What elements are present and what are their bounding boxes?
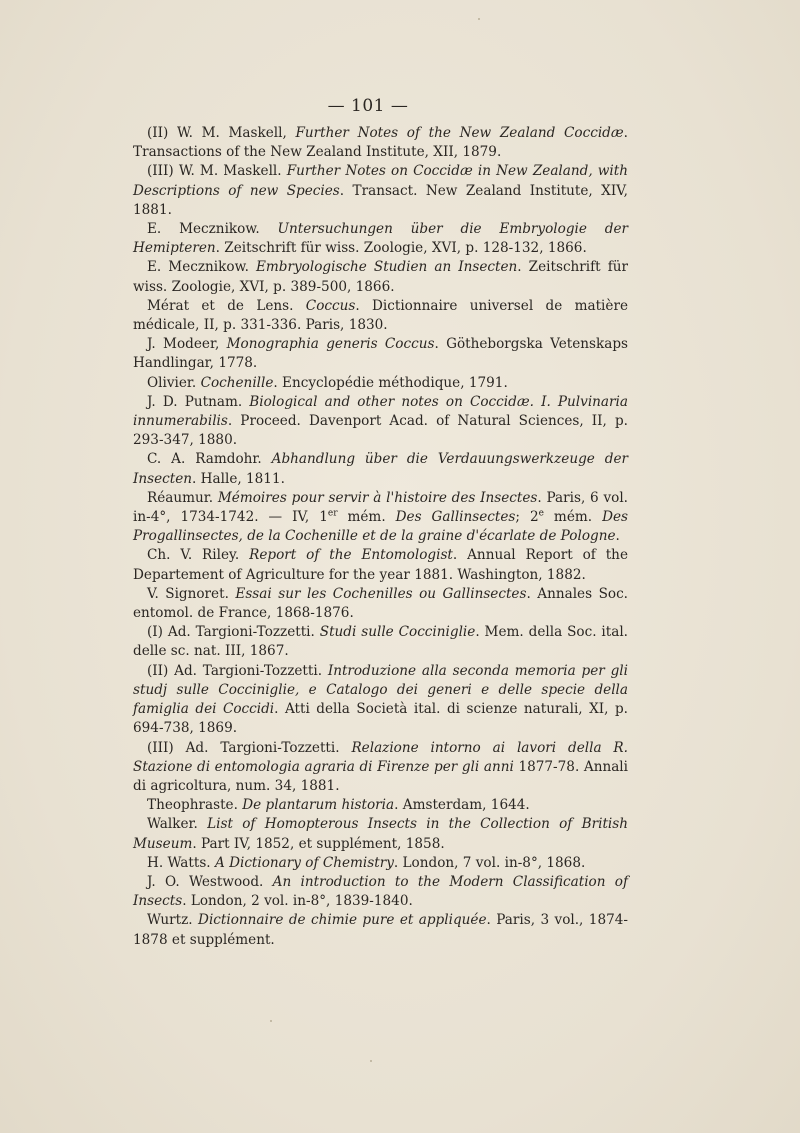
entry-text: (III) Ad. Targioni-Tozzetti. <box>147 739 352 756</box>
entry-text: J. Modeer, <box>147 336 227 353</box>
bibliography-list <box>133 124 628 950</box>
bibliography-entry <box>133 258 628 296</box>
entry-text: 1877-78. Annali di agricoltura, num. 34, 1881. <box>133 758 629 794</box>
entry-title: Des Progallinsectes, de la Cochenille et de la graine d'écarlate de Pologne <box>133 509 628 545</box>
entry-text: . Annales Soc. entomol. de France, 1868-1876. <box>133 585 629 622</box>
entry-text: . Zeitschrift für wiss. Zoologie, XVI, p. 389-500, 1866. <box>133 259 628 295</box>
entry-text: V. Signoret. <box>147 585 236 602</box>
entry-text: E. Mecznikow. <box>147 259 256 276</box>
bibliography-entry <box>133 374 628 393</box>
entry-text: . London, 2 vol. in-8°, 1839-1840. <box>182 893 413 910</box>
bibliography-entry <box>133 796 628 815</box>
paper-speck <box>370 1060 372 1062</box>
entry-text: . Paris, 3 vol., 1874-1878 et supplément. <box>133 912 628 948</box>
entry-text: J. O. Westwood. <box>147 873 273 890</box>
entry-title: Dictionnaire de chimie pure et appliquée <box>198 912 487 929</box>
entry-text: (III) W. M. Maskell. <box>147 163 287 180</box>
entry-superscript: er <box>327 508 338 519</box>
entry-text: Theophraste. <box>147 797 243 814</box>
entry-title: Relazione intorno ai lavori della R. Stazione di entomologia agraria di Firenze per gli anni <box>133 739 628 775</box>
entry-text: . Transact. New Zealand Institute, XIV, 1881. <box>133 182 628 218</box>
entry-text: (II) W. M. Maskell, <box>147 125 296 141</box>
entry-title: Mémoires pour servir à l'histoire des Insectes <box>217 489 538 506</box>
entry-text: . Götheborgska Vetenskaps Handlingar, 1778. <box>133 336 629 372</box>
entry-title: Studi sulle Cocciniglie <box>319 624 476 641</box>
entry-text: . Encyclopédie méthodique, 1791. <box>273 374 508 391</box>
entry-text: . Proceed. Davenport Acad. of Natural Sciences, II, p. 293-347, 1880. <box>133 413 628 449</box>
bibliography-entry <box>133 623 628 661</box>
entry-text: H. Watts. <box>147 854 215 871</box>
entry-title: Cochenille <box>200 374 274 391</box>
entry-text: . Atti della Società ital. di scienze naturali, XI, p. 694-738, 1869. <box>133 701 628 737</box>
entry-text: Olivier. <box>147 374 201 391</box>
entry-title: Abhandlung über die Verdauungswerkzeuge der Insecten <box>133 451 628 487</box>
entry-title: Further Notes of the New Zealand Coccidæ <box>295 125 624 141</box>
entry-title: Essai sur les Cochenilles ou Gallinsectes <box>235 585 527 602</box>
entry-title: List of Homopterous Insects in the Collection of British Museum <box>133 816 628 852</box>
bibliography-entry <box>133 815 628 853</box>
entry-text: ; 2 <box>515 509 539 526</box>
paper-speck <box>478 18 480 20</box>
entry-text: . Part IV, 1852, et supplément, 1858. <box>192 835 445 852</box>
bibliography-entry <box>133 162 628 220</box>
bibliography-entry <box>133 297 628 335</box>
bibliography-entry <box>133 585 628 623</box>
entry-title: Further Notes on Coccidæ in New Zealand, with Descriptions of new Species <box>133 163 628 199</box>
entry-text: . London, 7 vol. in-8°, 1868. <box>393 854 586 871</box>
entry-text: (II) Ad. Targioni-Tozzetti. <box>147 662 328 679</box>
entry-title: Embryologische Studien an Insecten <box>255 259 518 276</box>
entry-title: De plantarum historia <box>242 797 395 814</box>
bibliography-entry <box>133 662 628 739</box>
bibliography-entry <box>133 220 628 258</box>
entry-text: . Amsterdam, 1644. <box>394 797 530 814</box>
entry-text: Mérat et de Lens. <box>147 297 306 314</box>
entry-title: A Dictionary of Chemistry <box>214 854 394 871</box>
bibliography-entry <box>133 393 628 451</box>
bibliography-entry <box>133 854 628 873</box>
entry-text: . <box>615 528 620 545</box>
entry-text: . Annual Report of the Departement of Agriculture for the year 1881. Washington, 1882. <box>133 547 628 583</box>
bibliography-entry <box>133 873 628 911</box>
entry-text: C. A. Ramdohr. <box>147 451 272 468</box>
entry-text: . Halle, 1811. <box>192 470 285 487</box>
entry-text: . Mem. della Soc. ital. delle sc. nat. III, 1867. <box>133 624 629 660</box>
entry-text: Réaumur. <box>147 489 218 506</box>
entry-text: E. Mecznikow. <box>147 221 278 238</box>
entry-text: . Transactions of the New Zealand Institute, XII, 1879. <box>133 125 628 161</box>
entry-text: mém. <box>337 509 396 526</box>
entry-text: . Paris, 6 vol. in-4°, 1734-1742. — IV, 1 <box>133 489 628 526</box>
bibliography-entry <box>133 124 628 162</box>
entry-text: mém. <box>543 509 603 526</box>
entry-title: Report of the Entomologist <box>249 547 453 564</box>
entry-text: . Dictionnaire universel de matière médicale, II, p. 331-336. Paris, 1830. <box>133 297 628 334</box>
bibliography-entry <box>133 911 628 949</box>
bibliography-entry <box>133 489 628 547</box>
entry-title: An introduction to the Modern Classification of Insects <box>133 873 628 910</box>
entry-text: Ch. V. Riley. <box>147 547 250 564</box>
entry-superscript: e <box>538 508 544 519</box>
page-number: — 101 — <box>327 96 409 116</box>
entry-text: Walker. <box>147 816 208 833</box>
entry-text: Wurtz. <box>147 912 199 929</box>
bibliography-entry <box>133 739 628 797</box>
bibliography-entry <box>133 450 628 488</box>
bibliography-entry <box>133 335 628 373</box>
paper-speck <box>270 1020 272 1022</box>
entry-title: Des Gallinsectes <box>395 509 516 526</box>
entry-title: Biological and other notes on Coccidæ. I. Pulvinaria innumerabilis <box>133 393 628 430</box>
entry-title: Untersuchungen über die Embryologie der Hemipteren <box>133 221 628 257</box>
entry-text: . Zeitschrift für wiss. Zoologie, XVI, p. 128-132, 1866. <box>215 240 587 257</box>
bibliography-entry <box>133 546 628 584</box>
entry-text: (I) Ad. Targioni-Tozzetti. <box>147 624 320 641</box>
entry-title: Coccus <box>305 297 356 314</box>
entry-title: Monographia generis Coccus <box>226 336 435 353</box>
entry-title: Introduzione alla seconda memoria per gli studj sulle Cocciniglie, e Catalogo dei generi e delle specie della famiglia dei Coccidi <box>133 662 628 718</box>
entry-text: J. D. Putnam. <box>147 393 250 410</box>
